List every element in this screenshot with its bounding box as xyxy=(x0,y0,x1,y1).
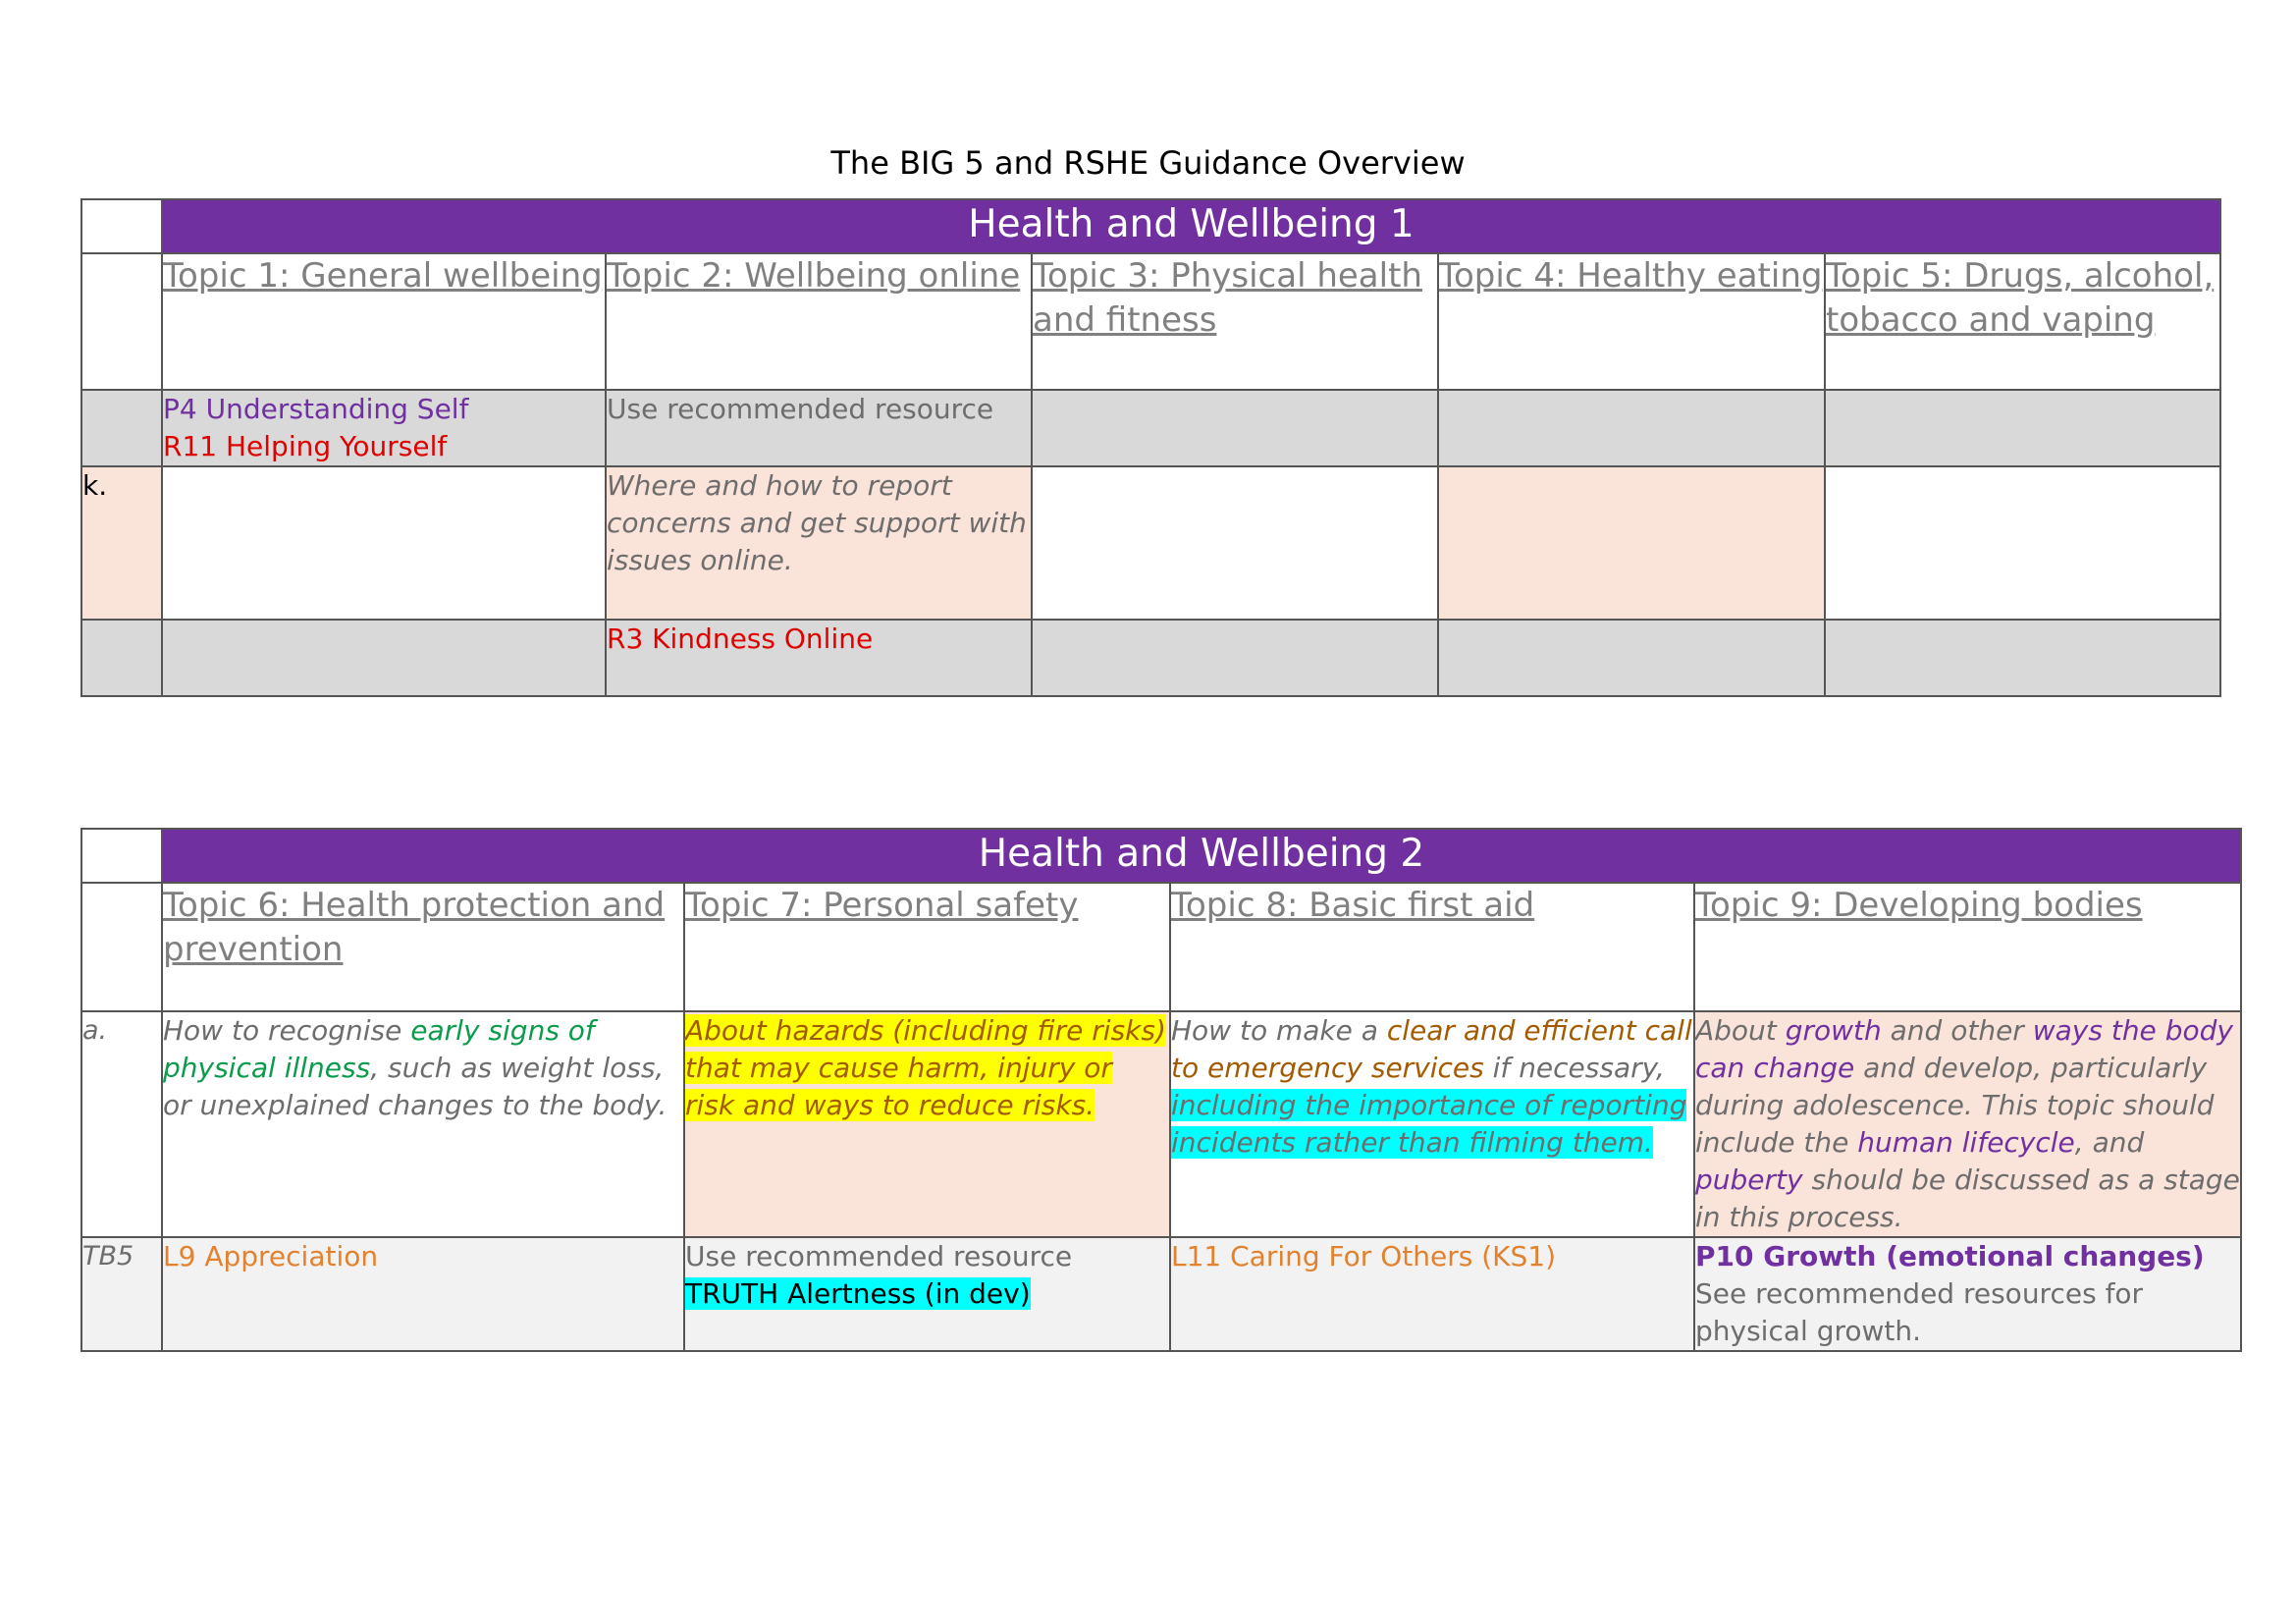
empty-cell xyxy=(1438,620,1825,696)
section-banner: Health and Wellbeing 1 xyxy=(162,199,2220,253)
empty-cell xyxy=(1438,390,1825,466)
highlighted-text: including the importance of reporting incidents rather than filming them. xyxy=(1171,1089,1687,1159)
corner-cell xyxy=(81,199,162,253)
key-phrase: clear and efficient call to emergency services xyxy=(1171,1014,1692,1084)
text-span: and other xyxy=(1881,1014,2033,1047)
table-row xyxy=(81,620,2220,696)
topic-8-header[interactable]: Topic 8: Basic first aid xyxy=(1170,883,1694,1011)
empty-cell xyxy=(162,620,606,696)
table-row xyxy=(81,390,2220,466)
empty-cell xyxy=(1032,466,1438,620)
row-label-cell: a. xyxy=(81,1011,162,1237)
empty-cell xyxy=(1032,390,1438,466)
empty-cell xyxy=(1438,466,1825,620)
key-phrase: puberty xyxy=(1695,1164,1803,1196)
table-row xyxy=(81,466,2220,620)
row-label-cell xyxy=(81,390,162,466)
topic-3-header[interactable]: Topic 3: Physical health and fitness xyxy=(1032,253,1438,390)
resource-item: Use recommended resource xyxy=(685,1240,1073,1272)
text-span: if necessary, xyxy=(1483,1052,1665,1084)
empty-cell xyxy=(1825,466,2220,620)
highlighted-text: About hazards (including fire risks) that may cause harm, injury or risk and ways to reduce risks. xyxy=(685,1014,1166,1121)
resource-cell: L9 Appreciation xyxy=(162,1237,684,1351)
resource-cell: L11 Caring For Others (KS1) xyxy=(1170,1237,1694,1351)
guidance-cell xyxy=(1694,1011,2241,1237)
empty-cell xyxy=(1032,620,1438,696)
guidance-cell xyxy=(684,1011,1170,1237)
row-label-cell: TB5 xyxy=(81,1237,162,1351)
topic-4-header[interactable]: Topic 4: Healthy eating xyxy=(1438,253,1825,390)
empty-cell xyxy=(1825,390,2220,466)
resource-cell xyxy=(1694,1237,2241,1351)
key-phrase: early signs of physical illness xyxy=(163,1014,595,1084)
text-span: See recommended resources for physical growth. xyxy=(1695,1277,2144,1347)
resource-cell: Use recommended resource xyxy=(606,390,1032,466)
resource-item: TRUTH Alertness (in dev) xyxy=(685,1277,1031,1310)
text-span: , such as weight loss, or unexplained changes to the body. xyxy=(163,1052,667,1121)
corner-cell xyxy=(81,829,162,883)
text-span: , and xyxy=(2074,1126,2145,1159)
topic-6-header[interactable]: Topic 6: Health protection and prevention xyxy=(162,883,684,1011)
topic-9-header[interactable]: Topic 9: Developing bodies xyxy=(1694,883,2241,1011)
row-label-cell xyxy=(81,620,162,696)
table-row xyxy=(81,829,2241,883)
text-span: About xyxy=(1695,1014,1786,1047)
resource-item: P4 Understanding Self xyxy=(163,393,469,425)
topic-7-header[interactable]: Topic 7: Personal safety xyxy=(684,883,1170,1011)
text-span: and develop, particularly during adolescence. This topic should include the xyxy=(1695,1052,2215,1159)
table-health-wellbeing-2 xyxy=(80,828,2242,1352)
topic-header-row xyxy=(81,253,2220,390)
section-banner: Health and Wellbeing 2 xyxy=(162,829,2241,883)
key-phrase: ways the body can change xyxy=(1695,1014,2233,1084)
document-title: The BIG 5 and RSHE Guidance Overview xyxy=(830,144,1466,182)
table-row xyxy=(81,199,2220,253)
topic-5-header[interactable]: Topic 5: Drugs, alcohol, tobacco and vaping xyxy=(1825,253,2220,390)
text-span: How to recognise xyxy=(163,1014,411,1047)
resource-cell: R3 Kindness Online xyxy=(606,620,1032,696)
resource-item: R11 Helping Yourself xyxy=(163,430,448,462)
guidance-cell xyxy=(1170,1011,1694,1237)
resource-cell xyxy=(684,1237,1170,1351)
table-row xyxy=(81,1237,2241,1351)
table-health-wellbeing-1 xyxy=(80,198,2221,697)
resource-item: P10 Growth (emotional changes) xyxy=(1695,1240,2205,1272)
key-phrase: human lifecycle xyxy=(1857,1126,2075,1159)
topic-header-row xyxy=(81,883,2241,1011)
row-label-cell xyxy=(81,883,162,1011)
empty-cell xyxy=(1825,620,2220,696)
guidance-cell: Where and how to report concerns and get support with issues online. xyxy=(606,466,1032,620)
text-span: should be discussed as a stage in this process. xyxy=(1695,1164,2240,1233)
topic-2-header[interactable]: Topic 2: Wellbeing online xyxy=(606,253,1032,390)
row-label-cell xyxy=(81,253,162,390)
guidance-cell xyxy=(162,1011,684,1237)
resource-cell xyxy=(162,390,606,466)
row-label-cell: k. xyxy=(81,466,162,620)
text-span: How to make a xyxy=(1171,1014,1387,1047)
key-phrase: growth xyxy=(1785,1014,1882,1047)
table-row xyxy=(81,1011,2241,1237)
empty-cell xyxy=(162,466,606,620)
topic-1-header[interactable]: Topic 1: General wellbeing xyxy=(162,253,606,390)
